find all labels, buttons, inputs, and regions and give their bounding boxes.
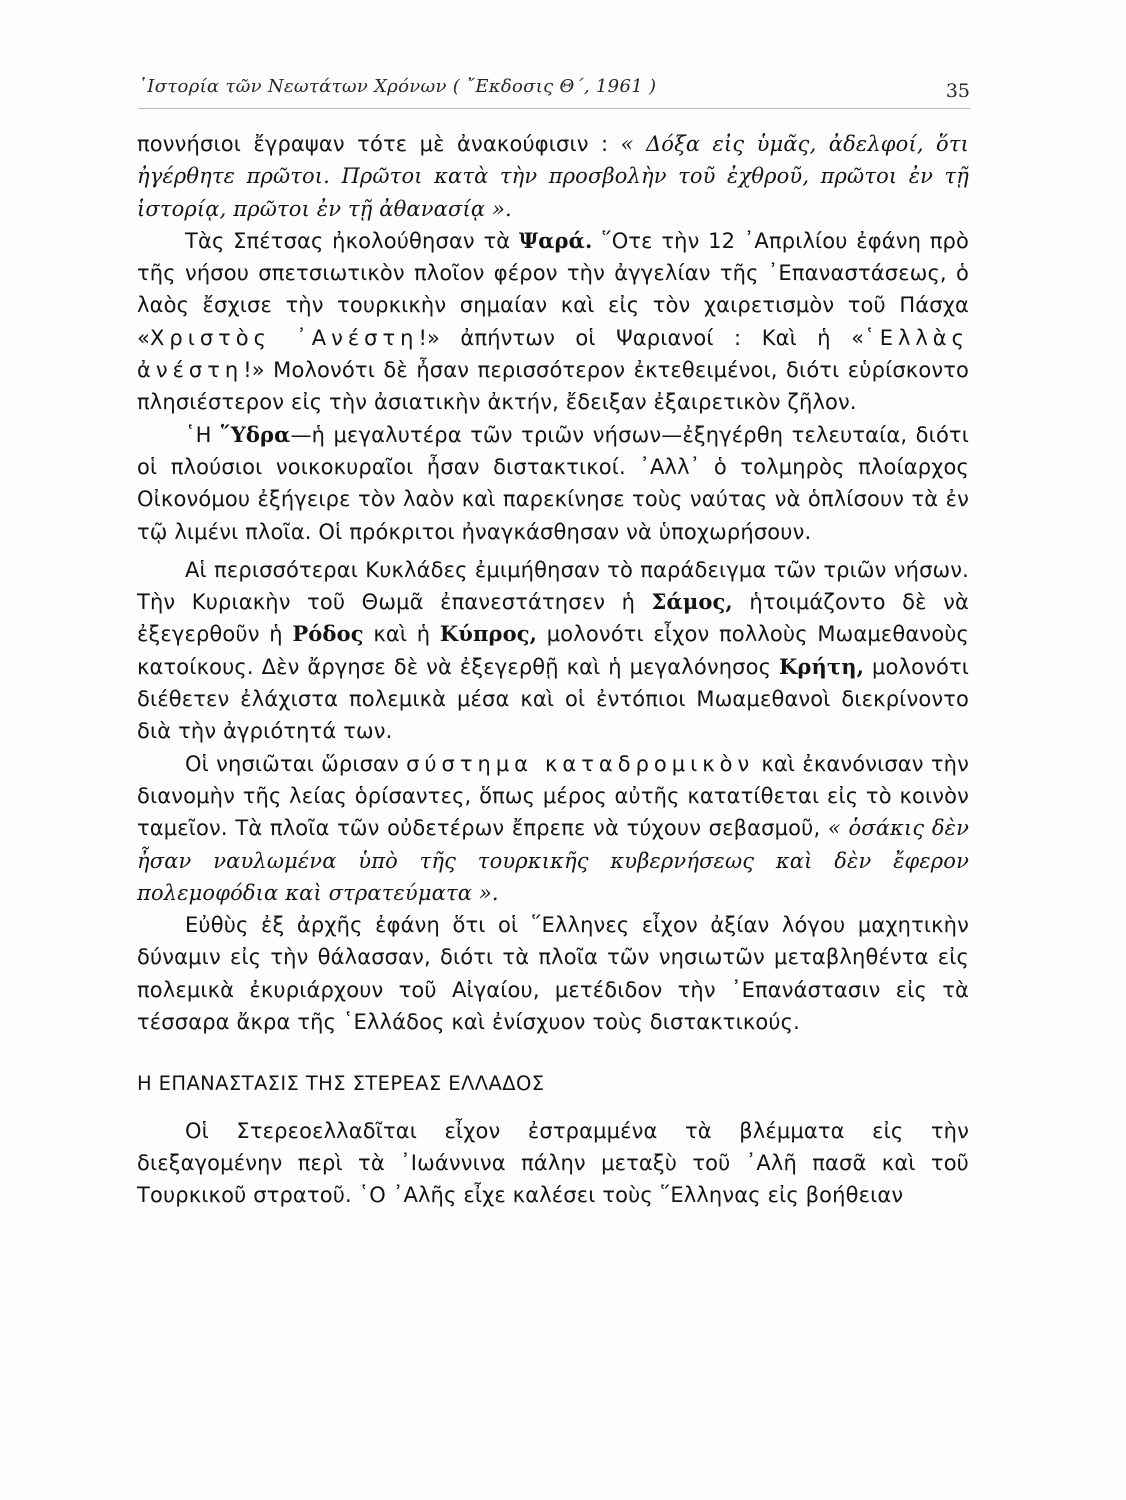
p5-text-1: Οἱ νησιῶται ὥρισαν	[185, 751, 407, 776]
samos-name: Σάμος,	[651, 589, 733, 615]
paragraph-4	[137, 554, 969, 748]
p1-quote: « Δόξα εἰς ὑμᾶς, ἀδελφοί, ὅτι ἠγέρθητε πρῶτοι. Πρῶτοι κατὰ τὴν προσβολὴν τοῦ ἐχθροῦ, πρῶτοι ἐν τῇ ἱστορίᾳ, πρῶτοι ἐν τῇ ἀθανασίᾳ ».	[137, 132, 969, 221]
p6-text: Εὐθὺς ἐξ ἀρχῆς ἐφάνη ὅτι οἱ ῞Ελληνες εἶχον ἀξίαν λόγου μαχητικὴν δύναμιν εἰς τὴν θάλασσαν, διότι τὰ πλοῖα τῶν νησιωτῶν μεταβληθέντα εἰς πολεμικὰ ἐκυριάρχουν τοῦ Αἰγαίου, μετέδιδον τὴν ᾿Επανάστασιν εἰς τὰ τέσσαρα ἄκρα τῆς ῾Ελλάδος καὶ ἐνίσχυον τοὺς διστακτικούς.	[137, 913, 969, 1035]
p5-spaced: σύστημα καταδρομικὸν	[406, 751, 755, 776]
p1-text: ποννήσιοι ἔγραψαν τότε μὲ ἀνακούφισιν :	[137, 132, 621, 156]
p7-text: Οἱ Στερεοελλαδῖται εἶχον ἐστραμμένα τὰ βλέμματα εἰς τὴν διεξαγομένην περὶ τὰ ᾿Ιωάννινα πάλην μεταξὺ τοῦ ᾿Αλῆ πασᾶ καὶ τοῦ Τουρκικοῦ στρατοῦ. ῾Ο ᾿Αλῆς εἶχε καλέσει τοὺς ῞Ελληνας εἰς βοήθειαν	[137, 1118, 969, 1208]
p2-text-3: !» ἀπήντων οἱ Ψαριανοί : Καὶ ἡ «	[418, 325, 865, 350]
p4-text-2: ἡτοιμάζοντο δὲ νὰ ἐξεγερθοῦν ἡ	[137, 590, 969, 647]
p2-text-4: !» Μολονότι δὲ ἦσαν περισσότερον ἐκτεθειμένοι, διότι εὑρίσκοντο πλησιέστερον εἰς τὴν ἀσιατικὴν ἀκτήν, ἔδειξαν ἐξαιρετικὸν ζῆλον.	[137, 358, 969, 415]
p4-text-3: καὶ ἡ	[363, 622, 440, 647]
rodos-name: Ρόδος	[292, 621, 364, 647]
p2-spaced-2: ῾Ελλὰς ἀνέστη	[137, 325, 969, 383]
paragraph-5	[137, 748, 969, 909]
p4-text-1: Αἱ περισσότεραι Κυκλάδες ἐμιμήθησαν τὸ παράδειγμα τῶν τριῶν νήσων. Τὴν Κυριακὴν τοῦ Θωμᾶ ἐπανεστάτησεν ἡ	[137, 557, 969, 615]
kypros-name: Κύπρος,	[439, 621, 538, 647]
p2-text-1: Τὰς Σπέτσας ἠκολούθησαν τὰ	[185, 228, 519, 253]
p4-text-4: μολονότι εἶχον πολλοὺς Μωαμεθανοὺς κατοίκους. Δὲν ἄργησε δὲ νὰ ἐξεγερθῇ καὶ ἡ μεγαλόνησος	[137, 622, 969, 679]
p5-quote: « ὁσάκις δὲν ἦσαν ναυλωμένα ὑπὸ τῆς τουρκικῆς κυβερνήσεως καὶ δὲν ἔφερον πολεμοφόδια καὶ στρατεύματα ».	[137, 816, 969, 905]
paragraph-2	[137, 225, 969, 419]
psara-name: Ψαρά.	[518, 227, 593, 253]
p3-text-2: —ἡ μεγαλυτέρα τῶν τριῶν νήσων—ἐξηγέρθη τελευταία, διότι οἱ πλούσιοι νοικοκυραῖοι ἦσαν διστακτικοί. ᾿Αλλ᾿ ὁ τολμηρὸς πλοίαρχος Οἰκονόμου ἐξήγειρε τὸν λαὸν καὶ παρεκίνησε τοὺς ναύτας νὰ ὁπλίσουν τὰ ἐν τῷ λιμένι πλοῖα. Οἱ πρόκριτοι ἠναγκάσθησαν νὰ ὑποχωρήσουν.	[137, 422, 969, 544]
paragraph-6	[137, 909, 969, 1038]
p2-text-2: ῞Οτε τὴν 12 ᾿Απριλίου ἐφάνη πρὸ τῆς νήσου σπετσιωτικὸν πλοῖον φέρον τὴν ἀγγελίαν τῆς ᾿Επαναστάσεως, ὁ λαὸς ἔσχισε τὴν τουρκικὴν σημαίαν καὶ εἰς τὸν χαιρετισμὸν τοῦ Πάσχα «	[137, 228, 969, 350]
p4-text-5: μολονότι διέθετεν ἐλάχιστα πολεμικὰ μέσα καὶ οἱ ἐντόπιοι Μωαμεθανοὶ διεκρίνοντο διὰ τὴν ἀγριότητά των.	[137, 654, 969, 744]
page-number: 35	[945, 80, 970, 102]
p3-text-1: ῾Η	[185, 422, 221, 447]
ydra-name: ῞Υδρα	[220, 421, 291, 447]
paragraph-7	[137, 1115, 969, 1212]
body-text	[137, 128, 969, 1212]
p5-text-2: καὶ ἐκανόνισαν τὴν διανομὴν τῆς λείας ὁρίσαντες, ὅπως μέρος αὐτῆς κατατίθεται εἰς τὸ κοινὸν ταμεῖον. Τὰ πλοῖα τῶν οὐδετέρων ἔπρεπε νὰ τύχουν σεβασμοῦ,	[137, 751, 969, 841]
paragraph-3	[137, 419, 969, 548]
paragraph-1	[137, 128, 969, 225]
p2-spaced-1: Χριστὸς ᾿Ανέστη	[150, 325, 419, 350]
running-title: ῾Ιστορία τῶν Νεωτάτων Χρόνων ( ῎Εκδοσις Θ΄, 1961 )	[138, 76, 657, 97]
page-header	[138, 70, 970, 109]
section-heading: Η ΕΠΑΝΑΣΤΑΣΙΣ ΤΗΣ ΣΤΕΡΕΑΣ ΕΛΛΑΔΟΣ	[137, 1072, 545, 1096]
kriti-name: Κρήτη,	[778, 653, 865, 679]
